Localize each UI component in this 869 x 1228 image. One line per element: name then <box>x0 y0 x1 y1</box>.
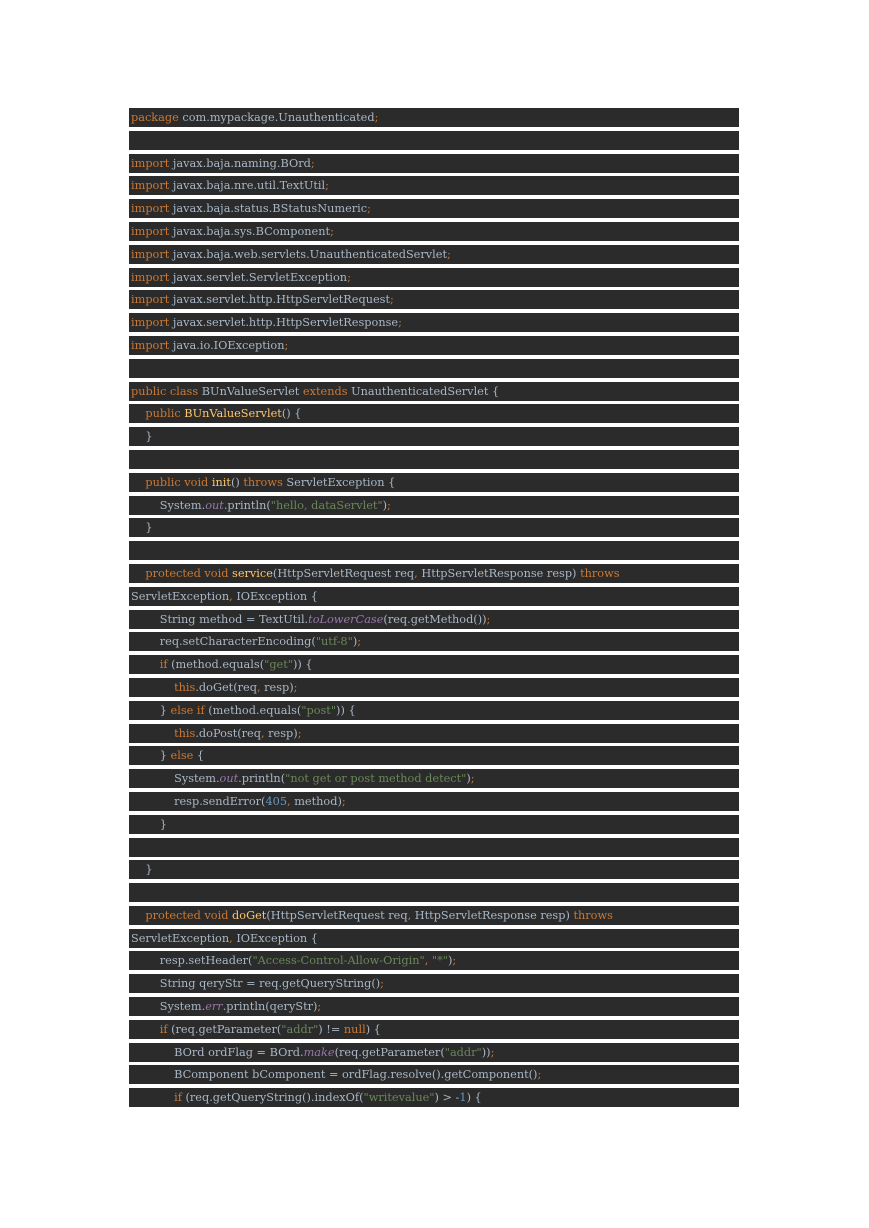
code-token-plain: ) != <box>318 1022 344 1036</box>
code-line <box>129 724 739 743</box>
code-token-keyword: import <box>131 156 170 170</box>
code-block <box>129 108 739 1111</box>
code-token-plain: ServletException <box>131 931 230 945</box>
code-token-punct: ; <box>374 111 379 124</box>
code-token-number: 1 <box>459 1091 467 1105</box>
code-token-punct: ; <box>284 338 289 352</box>
code-token-keyword: protected void <box>145 908 229 922</box>
code-token-plain: BUnValueServlet <box>198 384 303 398</box>
code-token-plain: } <box>131 521 153 535</box>
code-token-plain <box>131 1023 160 1036</box>
code-token-plain: } <box>131 749 171 763</box>
code-token-string: "hello, dataServlet" <box>270 498 383 512</box>
code-token-punct: ; <box>486 612 491 626</box>
code-token-plain <box>131 658 160 671</box>
code-token-punct: ; <box>310 156 315 170</box>
code-line <box>129 701 739 720</box>
code-line <box>129 382 739 401</box>
code-line <box>129 450 739 469</box>
code-token-plain: ) > - <box>434 1091 460 1105</box>
code-token-plain: System. <box>131 772 220 786</box>
code-token-plain: javax.servlet.ServletException <box>169 270 348 284</box>
code-token-plain: .doGet(req <box>195 680 257 694</box>
code-token-punct: , <box>424 954 429 968</box>
code-line <box>129 1065 739 1084</box>
code-token-plain: javax.baja.naming.BOrd <box>169 156 311 170</box>
code-line <box>129 290 739 309</box>
code-line <box>129 176 739 195</box>
code-token-plain: { <box>193 749 205 763</box>
code-token-plain: .println(qeryStr) <box>222 1000 318 1014</box>
code-token-plain <box>131 727 174 740</box>
code-token-plain: javax.baja.status.BStatusNumeric <box>169 202 368 216</box>
code-token-keyword: import <box>131 316 170 330</box>
code-token-keyword: public void <box>145 475 209 489</box>
code-token-plain: method) <box>290 794 342 808</box>
code-line <box>129 427 739 446</box>
code-token-method: init <box>211 475 231 489</box>
code-line <box>129 838 739 857</box>
code-token-keyword: import <box>131 202 170 216</box>
code-token-plain: resp) <box>260 680 294 694</box>
code-token-plain: UnauthenticatedServlet { <box>347 384 500 398</box>
code-line <box>129 154 739 173</box>
code-token-plain: HttpServletResponse resp) <box>411 908 574 922</box>
code-token-string: "utf-8" <box>315 635 353 649</box>
code-token-plain: String qeryStr = req.getQueryString() <box>131 977 381 991</box>
code-token-keyword: this <box>174 680 196 694</box>
code-line <box>129 997 739 1016</box>
code-token-plain: System. <box>131 498 206 512</box>
code-token-punct: ; <box>367 202 371 216</box>
code-token-plain: )) { <box>292 658 313 672</box>
code-token-plain: javax.servlet.http.HttpServletRequest <box>169 293 391 307</box>
code-token-punct: ; <box>325 179 329 193</box>
code-token-plain: BOrd ordFlag = BOrd. <box>131 1045 304 1059</box>
code-token-keyword: public class <box>131 384 199 398</box>
code-token-punct: ; <box>317 1000 322 1014</box>
code-token-keyword: import <box>131 338 170 352</box>
code-token-punct: ; <box>390 293 394 307</box>
code-line <box>129 404 739 423</box>
code-token-plain: .doPost(req <box>195 726 261 740</box>
code-line <box>129 359 739 378</box>
code-token-plain: IOException { <box>232 589 318 603</box>
code-line <box>129 131 739 150</box>
code-token-method: service <box>232 566 273 580</box>
code-line <box>129 199 739 218</box>
code-line <box>129 108 739 127</box>
code-token-keyword: import <box>131 224 170 238</box>
code-line <box>129 473 739 492</box>
code-token-plain: String method = TextUtil. <box>131 612 309 626</box>
code-token-keyword: import <box>131 293 170 307</box>
code-token-plain: javax.servlet.http.HttpServletResponse <box>169 316 399 330</box>
code-token-keyword: package <box>131 111 179 124</box>
code-token-plain: resp) <box>264 726 298 740</box>
code-token-keyword: import <box>131 179 170 193</box>
code-token-plain: (req.getParameter( <box>167 1022 282 1036</box>
code-line <box>129 929 739 948</box>
code-token-punct: ; <box>470 772 475 786</box>
code-token-punct: ; <box>341 794 346 808</box>
code-line <box>129 496 739 515</box>
code-token-punct: ; <box>293 680 298 694</box>
code-token-plain: req.setCharacterEncoding( <box>131 635 316 649</box>
code-line <box>129 336 739 355</box>
code-token-punct: ; <box>357 635 362 649</box>
code-token-plain: ) <box>466 772 471 786</box>
code-line <box>129 883 739 902</box>
code-token-keyword: throws <box>573 908 613 922</box>
code-token-plain: HttpServletResponse resp) <box>417 566 581 580</box>
code-token-plain: System. <box>131 1000 206 1014</box>
code-token-keyword: protected void <box>145 566 229 580</box>
code-line <box>129 678 739 697</box>
code-token-punct: ; <box>490 1045 495 1059</box>
code-token-keyword: import <box>131 270 170 284</box>
code-token-plain: } <box>131 430 153 444</box>
code-line <box>129 951 739 970</box>
code-token-keyword: throws <box>243 475 283 489</box>
code-token-punct: , <box>260 726 265 740</box>
code-token-punct: ; <box>347 270 351 284</box>
code-token-plain: ) <box>447 954 453 968</box>
code-token-plain: () <box>230 475 244 489</box>
code-token-plain: resp.setHeader( <box>131 954 253 968</box>
code-token-string: "writevalue" <box>363 1091 435 1105</box>
code-token-keyword: this <box>174 726 196 740</box>
code-token-plain: javax.baja.nre.util.TextUtil <box>169 179 326 193</box>
code-token-method: BUnValueServlet <box>184 407 282 421</box>
code-token-punct: , <box>414 566 418 580</box>
code-token-string: "not get or post method detect" <box>285 772 467 786</box>
code-token-plain: (HttpServletRequest req <box>266 908 408 922</box>
code-token-string: "addr" <box>281 1022 319 1036</box>
code-token-keyword: extends <box>302 384 348 398</box>
code-token-punct: ; <box>387 498 391 512</box>
code-token-plain <box>131 407 145 420</box>
code-token-static: make <box>303 1045 335 1059</box>
code-line <box>129 564 739 583</box>
code-line <box>129 815 739 834</box>
code-token-keyword: else <box>170 749 194 763</box>
code-line <box>129 974 739 993</box>
code-line <box>129 313 739 332</box>
code-token-keyword: throws <box>580 566 620 580</box>
code-token-string: "Access-Control-Allow-Origin" <box>252 954 425 968</box>
code-token-keyword: public <box>145 407 181 421</box>
code-line <box>129 222 739 241</box>
code-line <box>129 632 739 651</box>
code-token-plain: } <box>131 703 171 717</box>
code-token-plain: (req.getParameter( <box>334 1045 445 1059</box>
code-token-plain: (method.equals( <box>167 658 265 672</box>
code-token-static: out <box>205 498 224 512</box>
code-token-plain <box>131 476 145 489</box>
code-token-static: err <box>205 1000 223 1014</box>
code-token-punct: , <box>407 908 412 922</box>
code-token-plain: (method.equals( <box>204 703 302 717</box>
code-token-punct: ; <box>380 977 384 991</box>
code-token-static: out <box>219 772 239 786</box>
code-token-plain: IOException { <box>232 931 318 945</box>
code-token-punct: , <box>229 931 233 945</box>
code-token-string: "addr" <box>444 1045 482 1059</box>
code-line <box>129 1043 739 1062</box>
code-line <box>129 906 739 925</box>
code-token-keyword: if <box>159 658 168 672</box>
code-token-plain: ) <box>382 498 388 512</box>
code-line <box>129 541 739 560</box>
code-token-number: 405 <box>265 794 288 808</box>
code-token-plain <box>131 909 145 922</box>
code-line <box>129 587 739 606</box>
code-token-punct: ; <box>398 316 402 330</box>
code-token-punct: , <box>287 794 291 808</box>
code-token-keyword: if <box>174 1091 182 1105</box>
code-token-string: "post" <box>301 703 337 717</box>
code-token-plain <box>131 567 145 580</box>
code-line <box>129 655 739 674</box>
code-token-punct: ; <box>537 1068 542 1082</box>
code-token-plain: javax.baja.web.servlets.UnauthenticatedServlet <box>169 247 447 261</box>
code-token-keyword: import <box>131 247 170 261</box>
code-token-plain: .println( <box>223 498 271 512</box>
code-line <box>129 1020 739 1039</box>
code-token-punct: ; <box>297 726 302 740</box>
code-token-plain: resp.sendError( <box>131 794 266 808</box>
code-token-method: doGet <box>232 908 267 922</box>
code-token-static: toLowerCase <box>308 612 384 626</box>
code-token-plain: (req.getQueryString().indexOf( <box>181 1091 364 1105</box>
code-line <box>129 860 739 879</box>
code-token-plain: (req.getMethod()) <box>383 612 487 626</box>
code-token-string: "*" <box>431 954 448 968</box>
code-token-plain: } <box>131 817 167 831</box>
code-line <box>129 268 739 287</box>
code-token-punct: ; <box>330 224 334 238</box>
code-token-plain: ) { <box>365 1022 381 1036</box>
code-token-plain: java.io.IOException <box>169 338 285 352</box>
code-token-keyword: else if <box>170 703 205 717</box>
code-line <box>129 1088 739 1107</box>
code-token-keyword: if <box>159 1022 168 1036</box>
code-token-plain: } <box>131 863 153 877</box>
code-token-plain: ServletException <box>131 589 230 603</box>
code-token-plain: ) { <box>466 1091 482 1105</box>
code-token-string: "get" <box>264 658 293 672</box>
code-token-plain: ) <box>352 635 358 649</box>
code-token-punct: , <box>256 680 261 694</box>
code-line <box>129 746 739 765</box>
code-token-plain <box>131 681 174 694</box>
code-token-plain <box>131 1091 174 1104</box>
code-line <box>129 610 739 629</box>
code-token-keyword: null <box>343 1022 366 1036</box>
code-token-plain: BComponent bComponent = ordFlag.resolve().getComponent() <box>131 1068 538 1082</box>
code-line <box>129 769 739 788</box>
code-token-plain: () { <box>281 407 302 421</box>
code-token-plain: )) <box>481 1045 491 1059</box>
code-token-plain: )) { <box>336 703 356 717</box>
code-line <box>129 792 739 811</box>
code-token-plain: (HttpServletRequest req <box>272 566 415 580</box>
code-token-punct: ; <box>447 247 451 261</box>
code-token-punct: , <box>229 589 233 603</box>
code-token-plain: ServletException { <box>282 475 396 489</box>
code-token-punct: ; <box>452 954 457 968</box>
code-token-plain: javax.baja.sys.BComponent <box>169 224 331 238</box>
code-token-plain: .println( <box>238 772 286 786</box>
code-line <box>129 245 739 264</box>
code-token-plain: com.mypackage.Unauthenticated <box>178 111 375 124</box>
code-line <box>129 518 739 537</box>
